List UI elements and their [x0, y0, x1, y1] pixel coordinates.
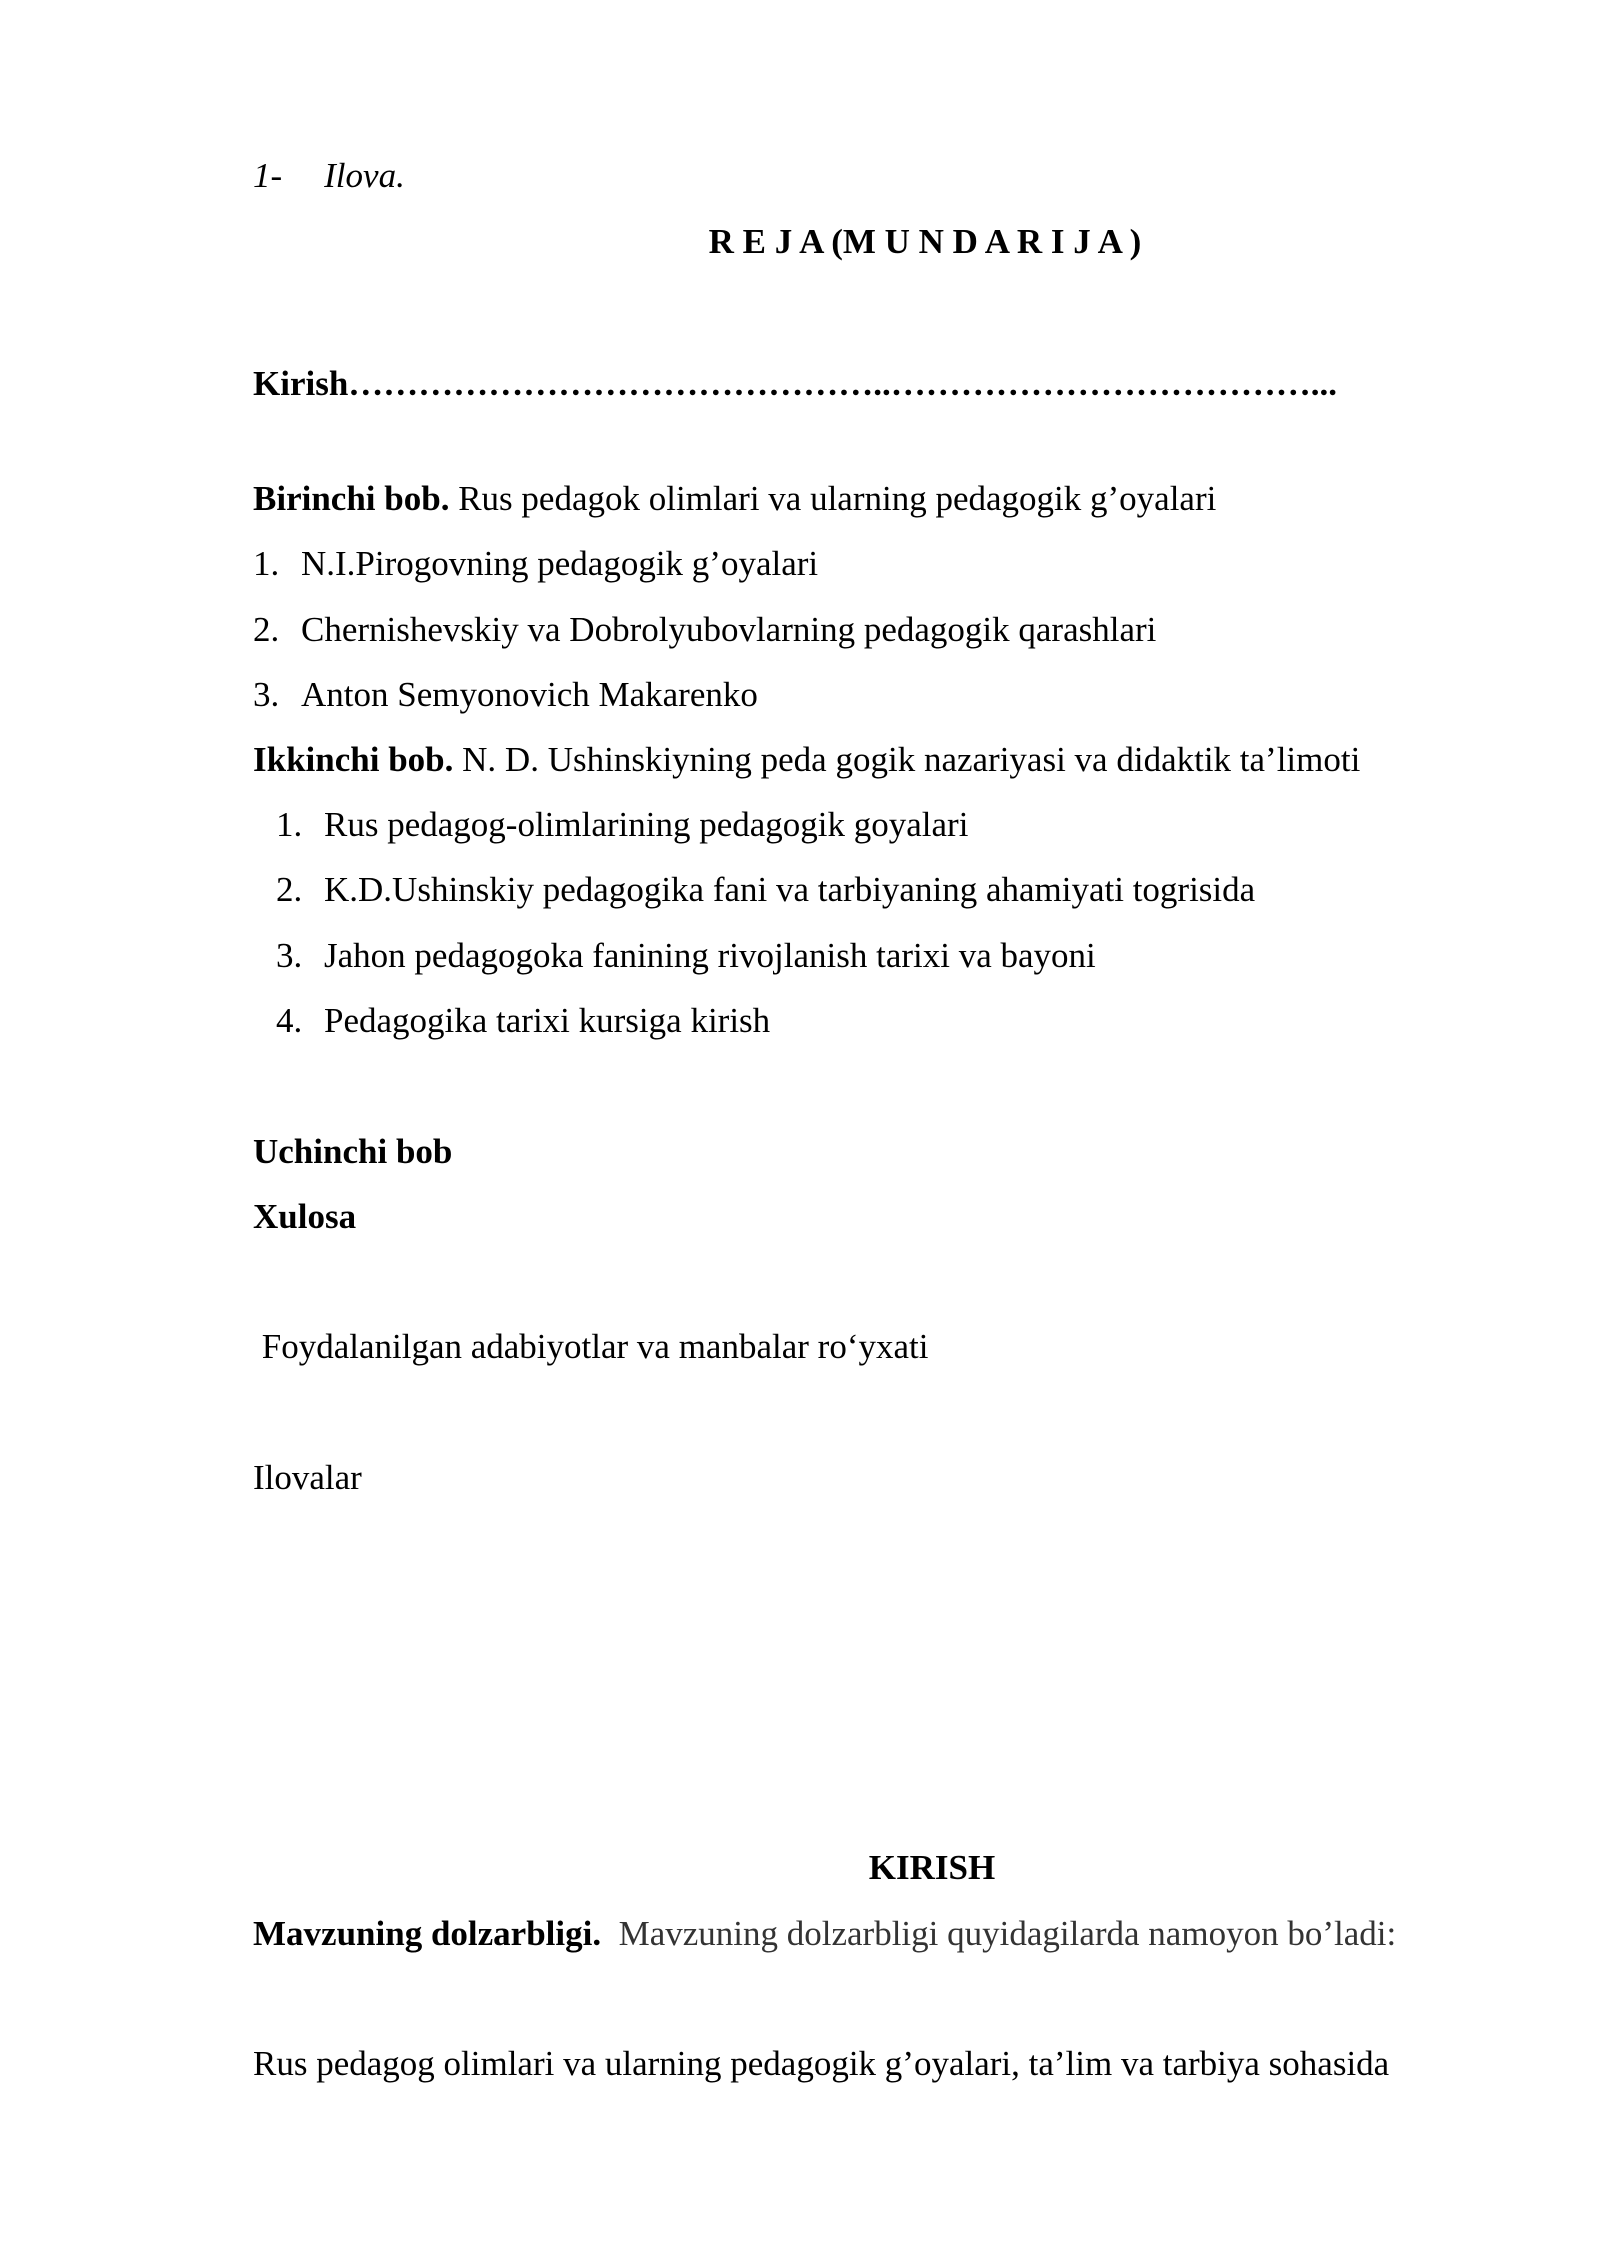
- item-text: Rus pedagog-olimlarining pedagogik goyalari: [324, 805, 969, 844]
- chapter-1-title: Rus pedagok olimlari va ularning pedagogik g’oyalari: [449, 479, 1217, 518]
- relevance-label: Mavzuning dolzarbligi.: [253, 1914, 602, 1953]
- chapter-1-item: [253, 608, 1156, 652]
- chapter-1-item: [253, 673, 758, 717]
- toc-intro-line: [253, 362, 1337, 406]
- chapter-1-heading: [253, 477, 1216, 521]
- chapter-2-item: [276, 803, 968, 847]
- relevance-line: [253, 1912, 1396, 1956]
- item-number: 2.: [276, 870, 303, 909]
- chapter-2-item: [276, 999, 770, 1043]
- item-number: 4.: [276, 1001, 303, 1040]
- chapter-1-label: Birinchi bob.: [253, 479, 450, 518]
- intro-paragraph: Rus pedagog olimlari va ularning pedagogik g’oyalari, ta’lim va tarbiya sohasida: [253, 2044, 1390, 2083]
- item-text: Chernishevskiy va Dobrolyubovlarning pedagogik qarashlari: [301, 610, 1157, 649]
- appendix-number: 1-: [253, 156, 283, 195]
- item-number: 1.: [253, 544, 280, 583]
- chapter-3-heading: Uchinchi bob: [253, 1132, 453, 1171]
- chapter-2-heading: [253, 738, 1360, 782]
- toc-intro-label: Kirish: [253, 364, 349, 403]
- toc-intro-dots: ………………………………………..………………………………...: [348, 364, 1338, 403]
- toc-title: R E J A (M U N D A R I J A ): [708, 222, 1142, 261]
- chapter-2-item: [276, 934, 1096, 978]
- item-text: K.D.Ushinskiy pedagogika fani va tarbiyaning ahamiyati togrisida: [324, 870, 1256, 909]
- conclusion-heading: Xulosa: [253, 1197, 357, 1236]
- item-number: 3.: [253, 675, 280, 714]
- appendix-label: Ilova.: [324, 156, 405, 195]
- item-text: Anton Semyonovich Makarenko: [301, 675, 758, 714]
- references-heading: Foydalanilgan adabiyotlar va manbalar ro‘yxati: [253, 1327, 929, 1366]
- item-number: 2.: [253, 610, 280, 649]
- item-text: Pedagogika tarixi kursiga kirish: [324, 1001, 771, 1040]
- chapter-1-item: [253, 542, 818, 586]
- chapter-2-label: Ikkinchi bob.: [253, 740, 454, 779]
- chapter-2-item: [276, 868, 1255, 912]
- chapter-2-title: N. D. Ushinskiyning peda gogik nazariyasi va didaktik ta’limoti: [453, 740, 1361, 779]
- appendix-header: [253, 154, 405, 198]
- relevance-text: Mavzuning dolzarbligi quyidagilarda namoyon bo’ladi:: [601, 1914, 1397, 1953]
- kirish-heading: KIRISH: [868, 1848, 996, 1887]
- item-number: 1.: [276, 805, 303, 844]
- item-number: 3.: [276, 936, 303, 975]
- item-text: Jahon pedagogoka fanining rivojlanish tarixi va bayoni: [324, 936, 1096, 975]
- appendices-heading: Ilovalar: [253, 1458, 362, 1497]
- item-text: N.I.Pirogovning pedagogik g’oyalari: [301, 544, 819, 583]
